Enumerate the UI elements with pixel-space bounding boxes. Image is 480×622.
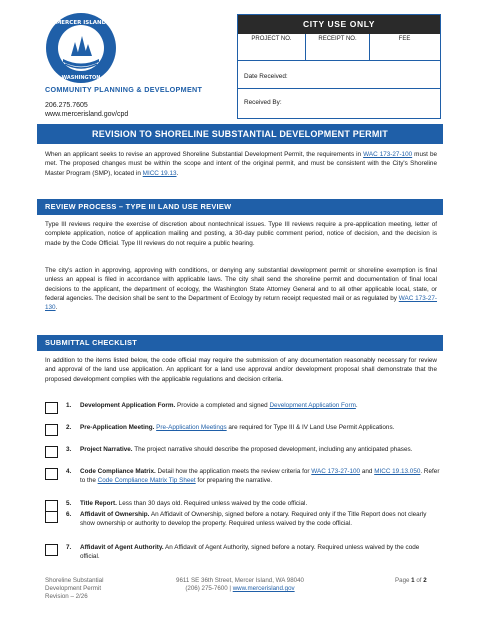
review-paragraph-1: Type III reviews require the exercise of discretion about nontechnical issues. Type III reviews require a pre-application meeting, letter of complete application, notice of application mailing and posting, a 30-day public comment period, notice of decision, and the decision is made by the Code Official. Type III reviews do not require a public hearing. (45, 221, 437, 247)
footer-revision: Revision – 2/26 (45, 593, 88, 600)
review-process-heading: REVIEW PROCESS – TYPE III LAND USE REVIEW (37, 199, 443, 215)
checkbox-6[interactable] (45, 511, 58, 523)
item-desc-end: for preparing the narrative. (195, 477, 273, 484)
item-desc: Detail how the application meets the review criteria for (155, 468, 312, 475)
intro-text-1: When an applicant seeks to revise an approved Shoreline Substantial Development Permit, the requirements in (45, 151, 364, 158)
footer-form-name (45, 577, 103, 601)
item-number: 5. (66, 500, 72, 507)
checkbox-1[interactable] (45, 402, 58, 414)
intro-text-3: . (176, 169, 179, 177)
item-desc-mid-2: . Refer to the (80, 468, 440, 484)
item-title: Affidavit of Agent Authority. (80, 544, 164, 551)
checklist-intro: In addition to the items listed below, the code official may require the submission of any documentation reasonably necessary for review and approval of the land use application. An applicant for a land use approval and/or development proposal shall demonstrate that the proposed development complies with the applicable regulations and decision criteria. (45, 357, 437, 383)
item-title: Development Application Form. (80, 402, 176, 409)
city-use-only-box (237, 14, 441, 119)
footer-address: 9611 SE 36th Street, Mercer Island, WA 98040 (176, 577, 304, 584)
footer-line-1: Shoreline Substantial (45, 577, 104, 584)
item-title: Title Report. (80, 500, 117, 507)
item-desc-mid: and (360, 468, 375, 475)
review-text-a: The city's action in approving, approving with conditions, or denying any substantial development permit or shoreline exemption is final unless an appeal is filed in accordance with applicable laws. The city shall send the shoreline permit and documentation of final local decisions to the applicant, the department of ecology, the Washington State Attorney General and to all other applicable local, state, or federal agencies. The decision shall be sent to the Department of Ecology by return receipt requested mail or as regulated by (45, 267, 437, 302)
item-text (80, 499, 440, 508)
item-number: 6. (66, 511, 72, 518)
micc-19-13-link[interactable]: MICC 19.13 (142, 169, 177, 177)
item-title: Project Narrative. (80, 446, 133, 453)
footer-contact (165, 577, 315, 593)
page-label: Page (395, 577, 412, 584)
svg-text:MERCER ISLAND: MERCER ISLAND (55, 20, 107, 26)
checkbox-4[interactable] (45, 468, 58, 480)
checkbox-3[interactable] (45, 446, 58, 458)
review-text-b: . (55, 304, 58, 312)
item-number: 3. (66, 446, 72, 453)
item-text (80, 401, 440, 410)
item-desc: The project narrative should describe the proposed development, including any anticipated phases. (132, 446, 413, 453)
city-seal-logo (45, 12, 117, 84)
development-application-form-link[interactable]: Development Application Form (269, 402, 356, 409)
checkbox-7[interactable] (45, 544, 58, 556)
item-text (80, 510, 440, 528)
item-desc: An Affidavit of Agent Authority, signed before a notary. Required unless waived by the code official. (80, 544, 420, 560)
department-phone: 206.275.7605 (45, 102, 88, 109)
micc-19-13-050-link[interactable]: MICC 19.13.050 (374, 468, 421, 475)
fee-field[interactable]: FEE (398, 36, 411, 42)
page-of: of (414, 577, 424, 584)
item-desc-end: are required for Type III & IV Land Use Permit Applications. (226, 424, 395, 431)
submittal-checklist-heading: SUBMITTAL CHECKLIST (37, 335, 443, 351)
item-title: Affidavit of Ownership. (80, 511, 150, 518)
department-website[interactable]: www.mercerisland.gov/cpd (45, 111, 129, 118)
code-compliance-matrix-link[interactable]: Code Compliance Matrix Tip Sheet (97, 477, 196, 484)
footer-page-number (395, 577, 427, 585)
item-number: 4. (66, 468, 72, 475)
item-number: 7. (66, 544, 72, 551)
item-desc: An Affidavit of Ownership, signed before a notary. Required only if the Title Report does not clearly show ownership or authority to develop the property. Required unless waived by the code official. (80, 511, 427, 527)
page-current: 1 (411, 577, 415, 584)
item-text (80, 423, 440, 432)
wac-173-27-130-link[interactable]: WAC 173-27-130 (45, 294, 438, 312)
project-no-field[interactable]: PROJECT NO. (238, 34, 306, 60)
receipt-no-field[interactable]: RECEIPT NO. (306, 34, 370, 60)
item-title: Code Compliance Matrix. (80, 468, 156, 475)
item-desc: Less than 30 days old. Required unless waived by the code official. (116, 500, 308, 507)
date-received-field[interactable]: Date Received: (238, 61, 440, 89)
footer-phone: (206) 275-7600 (185, 585, 228, 592)
footer-website-link[interactable]: www.mercerisland.gov (232, 585, 295, 592)
item-title: Pre-Application Meeting. (80, 424, 155, 431)
item-text (80, 445, 440, 454)
page-total: 2 (423, 577, 427, 584)
footer-separator: | (227, 585, 233, 592)
pre-application-meetings-link[interactable]: Pre-Application Meetings (156, 424, 227, 431)
item-desc: Provide a completed and signed (175, 402, 270, 409)
intro-text-2: must be met. The proposed changes must be within the scope and intent of the original permit, and must be consistent with the City's Shoreline Master Program (SMP), located in (45, 151, 438, 177)
wac-173-27-100-link[interactable]: WAC 173-27-100 (311, 468, 361, 475)
item-number: 1. (66, 402, 72, 409)
form-title: REVISION TO SHORELINE SUBSTANTIAL DEVELOPMENT PERMIT (37, 124, 443, 144)
city-use-title: CITY USE ONLY (238, 15, 440, 34)
city-use-fields-row (238, 34, 440, 61)
footer-line-2: Development Permit (45, 585, 102, 592)
review-paragraph-2 (45, 266, 437, 312)
wac-173-27-100-link[interactable]: WAC 173-27-100 (363, 151, 413, 158)
intro-paragraph (45, 150, 437, 178)
svg-text:WASHINGTON: WASHINGTON (61, 75, 101, 81)
item-text (80, 467, 440, 485)
item-desc-end: . (355, 402, 358, 409)
received-by-field[interactable]: Received By: (244, 99, 282, 106)
department-name: COMMUNITY PLANNING & DEVELOPMENT (45, 85, 203, 94)
item-number: 2. (66, 424, 72, 431)
checkbox-2[interactable] (45, 424, 58, 436)
item-text (80, 543, 440, 561)
